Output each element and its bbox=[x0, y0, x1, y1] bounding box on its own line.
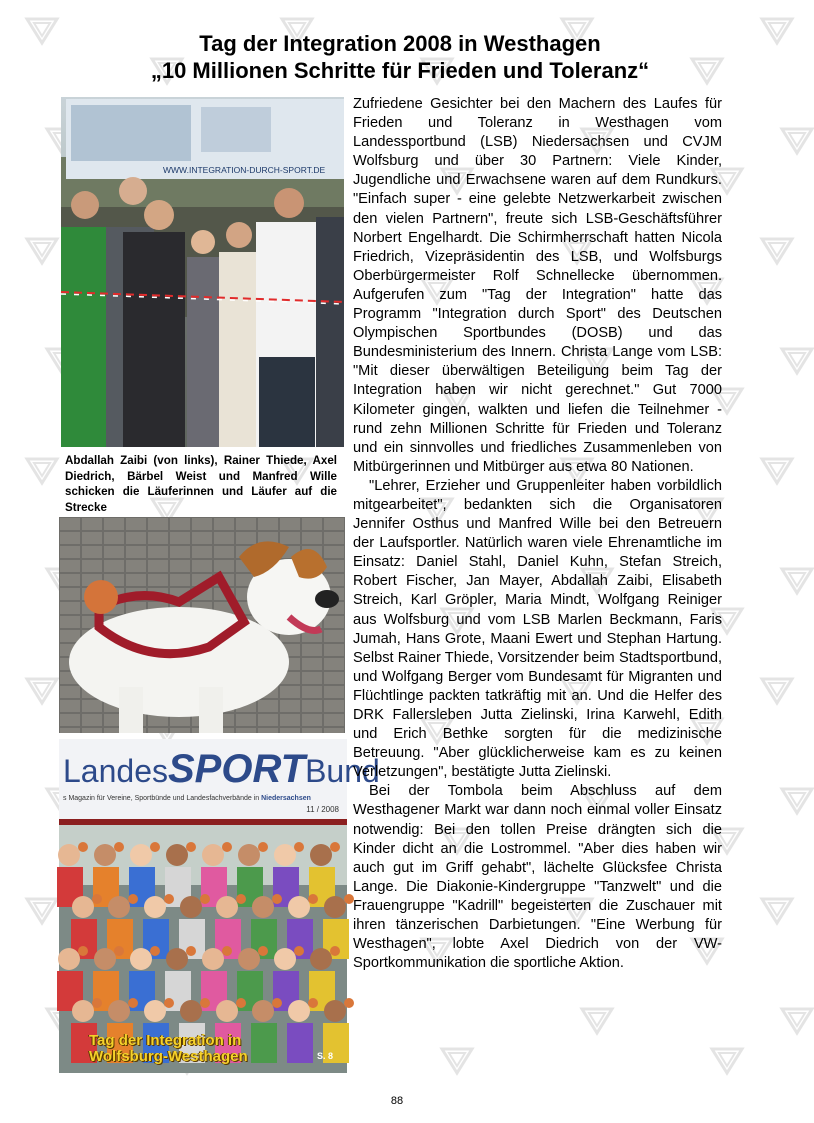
watermark-logo-icon bbox=[25, 675, 59, 705]
article-paragraph-1: Zufriedene Gesichter bei den Machern des Laufes für Frieden und Toleranz in Westhagen vom Landessportbund (LSB) Niedersachsen und CVJM Wolfsburg und über 30 Partnern: Viele Kinder, Jugendliche und Erwachsene waren auf dem Rundkurs. "Einfach super - eine gelebte Netzwerkarbeit zwischen den vielen Partnern", freute sich LSB-Geschäftsführer Norbert Engelhardt. Die Schirmherrschaft hatten Nicola Friedrich, Vizepräsidentin des LSB, und Wolfsburgs Oberbürgermeister Rolf Schnellecke übernommen. Aufgerufen zum "Tag der Integration" hatte das Programm "Integration durch Sport" des Deutschen Olympischen Sportbundes (DOSB) und das Bundesministerium des Innern. Christa Lange vom LSB: "Mit dieser überwältigen Beteiligung beim Tag der Integration haben wir nicht gerechnet." Gut 7000 Kilometer gingen, walkten und liefen die Teilnehmer - rund zehn Millionen Schritte für Frieden und Toleranz und ein sinnvolles und friedliches Zusammenleben von Mitbürgerinnen und Mitbürger aus etwa 80 Nationen. bbox=[353, 96, 722, 475]
title-line-2: „10 Millionen Schritte für Frieden und Toleranz“ bbox=[150, 58, 650, 83]
watermark-logo-icon bbox=[580, 1005, 614, 1035]
page-title bbox=[60, 30, 740, 84]
magazine-subtitle: s Magazin für Vereine, Sportbünde und Landesfachverbände in Niedersachsen bbox=[63, 795, 311, 802]
article-paragraph-2: "Lehrer, Erzieher und Gruppenleiter haben vorbildlich mitgearbeitet", bedankten sich die Organisatoren Jennifer Osthus und Manfred Wille bei den Betreuern der Laufsportler. Natürlich waren viele Ehrenamtliche im Einsatz: Daniel Stahl, Daniel Kuhn, Stefan Streich, Robert Fischer, Jan Mayer, Abdallah Zaibi, Elisabeth Streich, Karl Gröpler, Maria Mindt, Wolfgang Reiniger aus Wolfsburg und vom LSB Marlen Beckmann, Faris Jumah, Hans Grote, Maani Ewert und Stephan Hartung. Selbst Rainer Thiede, Vorsitzender beim Stadtsportbund, und Wolfgang Berger vom Bundesamt für Migranten und Flüchtlinge packten tatkräftig mit an. Und die Helfer des DRK Fallersleben Jutta Zielinski, Irina Karwehl, Edith und Erich Bethke sorgten für die medizinische Betreuung. "Aber glücklicherweise kam es zu keinen Verletzungen", bestätigte Jutta Zielinski. bbox=[353, 477, 722, 781]
watermark-logo-icon bbox=[780, 345, 814, 375]
watermark-logo-icon bbox=[760, 235, 794, 265]
watermark-logo-icon bbox=[760, 675, 794, 705]
magazine-issue: 11 / 2008 bbox=[306, 805, 339, 814]
title-line-1: Tag der Integration 2008 in Westhagen bbox=[199, 31, 601, 56]
magazine-title: LandesSPORTBund bbox=[63, 747, 380, 791]
magazine-cover bbox=[59, 739, 380, 1073]
page-number: 88 bbox=[390, 1095, 404, 1107]
watermark-logo-icon bbox=[25, 235, 59, 265]
watermark-logo-icon bbox=[780, 1005, 814, 1035]
watermark-logo-icon bbox=[780, 125, 814, 155]
article-body bbox=[353, 95, 722, 973]
banner-text: WWW.INTEGRATION-DURCH-SPORT.DE bbox=[163, 165, 326, 175]
watermark-logo-icon bbox=[760, 15, 794, 45]
ribbon-cutting-photo bbox=[61, 97, 344, 447]
article-paragraph-3: Bei der Tombola beim Abschluss auf dem Westhagener Markt war dann noch einmal voller Einsatz notwendig: Bei den tollen Preise drängten sich die Kinder dicht an die Lostrommel. "Aber dies haben wir auch gut im Griff gehabt", lächelte Glücksfee Christa Lange. Die Diakonie-Kindergruppe "Tanzwelt" und die Frauengruppe "Kadrill" begeisterten die Zuschauer mit ihren tänzerischen Darbietungen. "Eine Werbung für Westhagen", lobte Axel Diedrich von der VW-Sportkommunikation die sportliche Aktion. bbox=[353, 783, 722, 972]
watermark-logo-icon bbox=[25, 895, 59, 925]
watermark-logo-icon bbox=[710, 1045, 744, 1075]
watermark-logo-icon bbox=[25, 15, 59, 45]
watermark-logo-icon bbox=[780, 565, 814, 595]
dog-photo bbox=[59, 517, 345, 733]
watermark-logo-icon bbox=[760, 455, 794, 485]
magazine-header bbox=[59, 739, 380, 819]
photo-caption: Abdallah Zaibi (von links), Rainer Thiede, Axel Diedrich, Bärbel Weist und Manfred Wille schicken die Läuferinnen und Läufer auf die Strecke bbox=[65, 454, 337, 514]
watermark-logo-icon bbox=[440, 1045, 474, 1075]
watermark-logo-icon bbox=[25, 455, 59, 485]
magazine-headline: Tag der Integration in Wolfsburg-Westhagen bbox=[89, 1032, 248, 1065]
magazine-page-ref: S. 8 bbox=[316, 1051, 333, 1061]
watermark-logo-icon bbox=[760, 895, 794, 925]
watermark-logo-icon bbox=[780, 785, 814, 815]
